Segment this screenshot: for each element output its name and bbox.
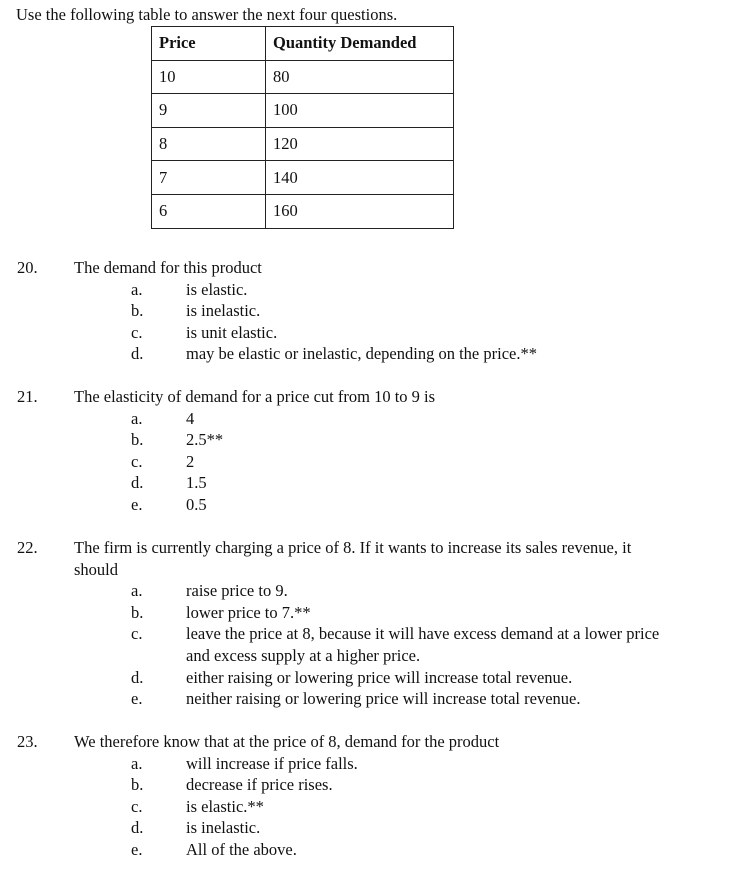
- question-line: [0, 386, 755, 408]
- option-text: leave the price at 8, because it will have excess demand at a lower price: [186, 624, 660, 644]
- option-text: is elastic.**: [186, 796, 264, 816]
- table-row: [152, 194, 454, 228]
- option-text: 0.5: [186, 494, 207, 514]
- option-letter: b.: [131, 430, 144, 450]
- answer-option-b: [0, 429, 755, 451]
- question-line: [0, 559, 755, 581]
- answer-option-a: [0, 753, 755, 775]
- question-21: [0, 386, 755, 516]
- option-text: is inelastic.: [186, 818, 261, 838]
- option-text-continued: and excess supply at a higher price.: [186, 645, 421, 665]
- table-row: [152, 161, 454, 195]
- option-letter: e.: [131, 839, 143, 859]
- answer-option-b: [0, 300, 755, 322]
- answer-option-c-continued: [0, 645, 755, 667]
- option-text: 1.5: [186, 473, 207, 493]
- option-text: either raising or lowering price will increase total revenue.: [186, 667, 573, 687]
- option-text: decrease if price rises.: [186, 775, 333, 795]
- answer-option-a: [0, 580, 755, 602]
- option-text: neither raising or lowering price will increase total revenue.: [186, 689, 581, 709]
- table-header-row: [152, 27, 454, 61]
- option-letter: a.: [131, 408, 143, 428]
- option-letter: c.: [131, 624, 143, 644]
- option-text: raise price to 9.: [186, 581, 288, 601]
- answer-option-d: [0, 817, 755, 839]
- question-text-continued: should: [74, 559, 119, 579]
- price-cell: 10: [152, 60, 266, 94]
- question-number: 21.: [17, 387, 38, 406]
- answer-option-b: [0, 774, 755, 796]
- option-letter: c.: [131, 796, 143, 816]
- answer-option-e: [0, 839, 755, 861]
- option-letter: e.: [131, 494, 143, 514]
- option-text: is elastic.: [186, 279, 248, 299]
- question-line: [0, 257, 755, 279]
- quantity-cell: 80: [266, 60, 454, 94]
- question-line: [0, 537, 755, 559]
- price-cell: 7: [152, 161, 266, 195]
- question-text: The demand for this product: [74, 258, 262, 277]
- option-text: will increase if price falls.: [186, 753, 358, 773]
- answer-option-a: [0, 279, 755, 301]
- answer-option-a: [0, 408, 755, 430]
- table-row: [152, 94, 454, 128]
- option-text: 2: [186, 451, 195, 471]
- answer-option-b: [0, 602, 755, 624]
- quantity-cell: 160: [266, 194, 454, 228]
- answer-option-c: [0, 796, 755, 818]
- question-23: [0, 731, 755, 861]
- demand-table: [151, 26, 454, 229]
- question-20: [0, 257, 755, 365]
- instructions-text: Use the following table to answer the next four questions.: [16, 5, 398, 24]
- option-letter: c.: [131, 322, 143, 342]
- option-text: lower price to 7.**: [186, 602, 311, 622]
- quantity-cell: 100: [266, 94, 454, 128]
- question-text: The firm is currently charging a price of 8. If it wants to increase its sales revenue, it: [74, 538, 632, 557]
- option-letter: a.: [131, 753, 143, 773]
- table-row: [152, 127, 454, 161]
- option-letter: d.: [131, 818, 144, 838]
- column-header-quantity: Quantity Demanded: [266, 27, 454, 61]
- answer-option-d: [0, 472, 755, 494]
- price-cell: 9: [152, 94, 266, 128]
- answer-option-d: [0, 343, 755, 365]
- question-22: [0, 537, 755, 710]
- question-number: 20.: [17, 258, 38, 277]
- option-letter: d.: [131, 667, 144, 687]
- question-text: The elasticity of demand for a price cut from 10 to 9 is: [74, 387, 436, 406]
- option-letter: a.: [131, 581, 143, 601]
- answer-option-e: [0, 688, 755, 710]
- answer-option-d: [0, 667, 755, 689]
- option-text: is inelastic.: [186, 301, 261, 321]
- question-number: 22.: [17, 538, 38, 557]
- quantity-cell: 140: [266, 161, 454, 195]
- answer-option-c: [0, 322, 755, 344]
- option-letter: c.: [131, 451, 143, 471]
- option-letter: b.: [131, 775, 144, 795]
- table-row: [152, 60, 454, 94]
- option-letter: e.: [131, 689, 143, 709]
- price-cell: 6: [152, 194, 266, 228]
- option-text: 4: [186, 408, 195, 428]
- option-text: All of the above.: [186, 839, 297, 859]
- option-text: 2.5**: [186, 430, 224, 450]
- option-letter: a.: [131, 279, 143, 299]
- answer-option-c: [0, 623, 755, 645]
- option-letter: b.: [131, 301, 144, 321]
- price-cell: 8: [152, 127, 266, 161]
- option-letter: d.: [131, 344, 144, 364]
- question-number: 23.: [17, 732, 38, 751]
- option-letter: d.: [131, 473, 144, 493]
- option-text: may be elastic or inelastic, depending on the price.**: [186, 344, 537, 364]
- option-text: is unit elastic.: [186, 322, 278, 342]
- option-letter: b.: [131, 602, 144, 622]
- answer-option-c: [0, 451, 755, 473]
- quantity-cell: 120: [266, 127, 454, 161]
- question-text: We therefore know that at the price of 8, demand for the product: [74, 732, 500, 751]
- answer-option-e: [0, 494, 755, 516]
- column-header-price: Price: [152, 27, 266, 61]
- question-line: [0, 731, 755, 753]
